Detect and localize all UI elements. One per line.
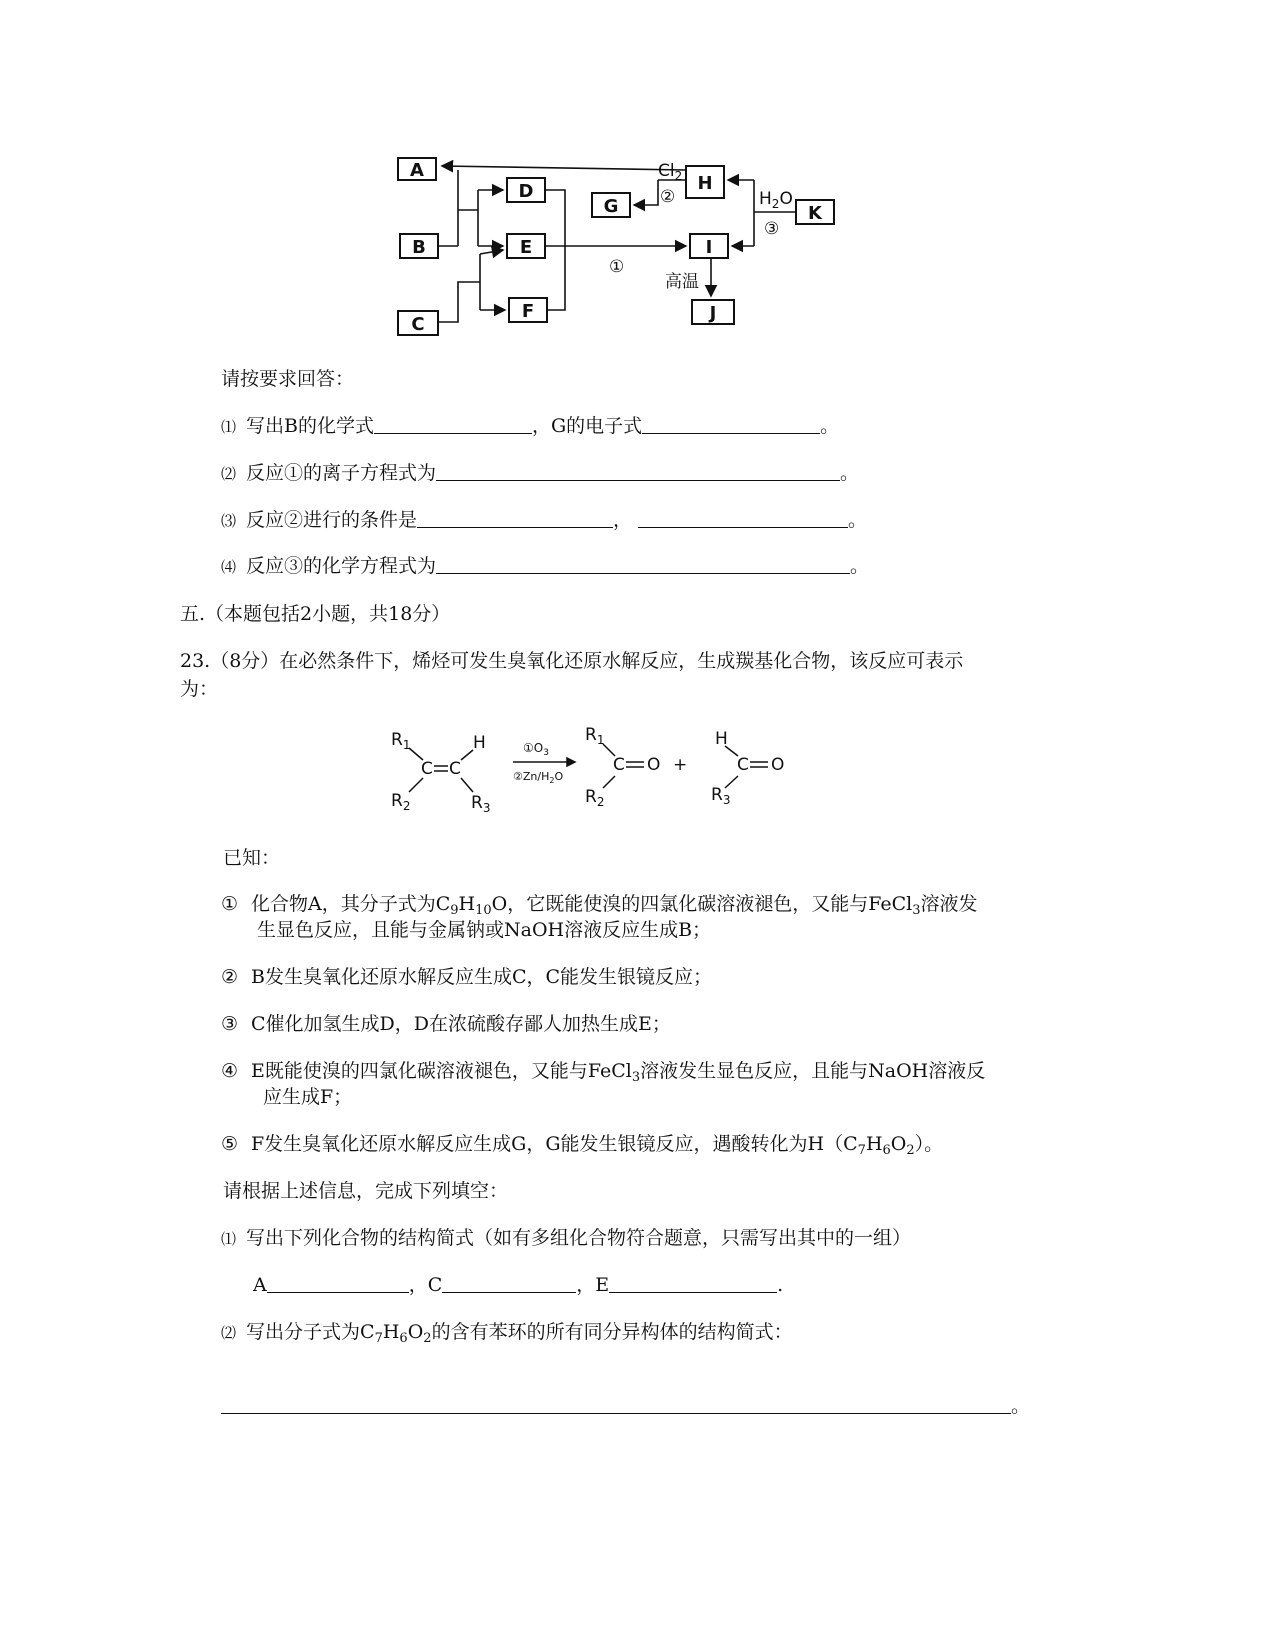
- sub-question-1-answers: A ，C ，E .: [253, 1274, 784, 1296]
- node-f: F: [521, 301, 535, 322]
- cl2-label: Cl: [658, 161, 675, 181]
- reaction-flow-diagram: [390, 150, 850, 340]
- svg-text:R2: $R_2$: [391, 791, 411, 813]
- q23-intro-line2: 为：: [180, 678, 219, 700]
- svg-text:C: C: [613, 755, 625, 775]
- fact-2: ② B发生臭氧化还原水解反应生成C，C能发生银镜反应；: [221, 966, 713, 988]
- svg-text:H: H: [473, 733, 486, 753]
- node-j: J: [709, 303, 717, 324]
- svg-text:C: C: [421, 759, 433, 779]
- answer-blank-b-formula[interactable]: [374, 413, 532, 434]
- cl2-sub: 2: [674, 169, 683, 183]
- fact-4: ④ E既能使溴的四氯化碳溶液褪色，又能与FeCl$_3$溶液发生显色反应，且能与NaOH溶液反: [221, 1060, 986, 1085]
- reaction-2-label: ②: [660, 187, 676, 207]
- node-b: B: [412, 237, 426, 258]
- svg-text:C: C: [737, 755, 749, 775]
- section-5-heading: 五.（本题包括2小题，共18分）: [180, 603, 451, 625]
- node-c: C: [411, 314, 425, 335]
- q22-item-4: ⑷ 反应③的化学方程式为 。: [221, 555, 870, 577]
- answer-blank-condition-2[interactable]: [638, 507, 848, 528]
- svg-text:R3: $R_3$: [711, 785, 731, 807]
- svg-text:R1: $R_1$: [585, 725, 605, 747]
- q22-item-3: ⑶ 反应②进行的条件是 ， 。: [221, 509, 868, 531]
- q23-intro-line1: 23.（8分）在必然条件下，烯烃可发生臭氧化还原水解反应，生成羰基化合物，该反应可表示: [180, 650, 964, 672]
- svg-text:H2O: [759, 189, 793, 211]
- node-d: D: [518, 181, 534, 202]
- node-e: E: [519, 237, 533, 258]
- answer-blank-g-electron[interactable]: [642, 413, 820, 434]
- fact-5: ⑤ F发生臭氧化还原水解反应生成G，G能发生银镜反应，遇酸转化为$H(C_7H_6O_2)$。: [221, 1133, 944, 1158]
- svg-text:H: H: [715, 729, 728, 749]
- q22-prompt: 请按要求回答：: [221, 368, 355, 390]
- fact-4-cont: 应生成F；: [263, 1086, 353, 1108]
- answer-blank-reaction-1[interactable]: [436, 460, 840, 481]
- svg-text:O: O: [647, 755, 661, 775]
- fact-1-cont: 生显色反应，且能与金属钠或NaOH溶液反应生成B；: [257, 919, 712, 941]
- svg-text:C: C: [449, 759, 461, 779]
- h2o-o: O: [779, 189, 793, 209]
- sub-question-2: ⑵ 写出分子式为$C_7H_6O_2$的含有苯环的所有同分异构体的结构简式：: [221, 1321, 793, 1346]
- answer-blank-c[interactable]: [442, 1272, 576, 1293]
- ozonolysis-reaction-scheme: [385, 718, 805, 822]
- svg-text:R3: $R_3$: [471, 793, 491, 815]
- answer-blank-reaction-3[interactable]: [436, 553, 850, 574]
- svg-text:Cl2: [658, 161, 682, 183]
- q22-item-2: ⑵ 反应①的离子方程式为 。: [221, 462, 860, 484]
- node-a: A: [410, 160, 424, 181]
- fact-3: ③ C催化加氢生成D，D在浓硫酸存鄙人加热生成E；: [221, 1013, 671, 1035]
- high-temp-label: 高温: [665, 272, 699, 292]
- svg-text:②Zn/H2O: ②Zn/$H_2O$: [513, 770, 564, 785]
- svg-text:R1: $R_1$: [391, 730, 411, 752]
- h2o-sub: 2: [771, 197, 780, 211]
- svg-text:R2: $R_2$: [585, 787, 605, 809]
- svg-text:O: O: [771, 755, 785, 775]
- h2o-label: H: [759, 189, 772, 209]
- fact-1: ① 化合物A，其分子式为$C_9H_{10}O$，它既能使溴的四氯化碳溶液褪色，又能与FeCl$_3$溶液发: [221, 893, 978, 918]
- q22-item-1: ⑴ 写出B的化学式 ，G的电子式 。: [221, 415, 840, 437]
- reaction-3-label: ③: [764, 219, 780, 239]
- svg-text:①O3: $①O_3$: [523, 741, 549, 758]
- known-heading: 已知：: [223, 847, 281, 869]
- answer-blank-a[interactable]: [267, 1272, 409, 1293]
- answer-blank-isomers[interactable]: [221, 1393, 1011, 1414]
- answer-blank-e[interactable]: [609, 1272, 777, 1293]
- node-i: I: [705, 237, 713, 258]
- plus-sign: +: [673, 755, 688, 775]
- node-g: G: [603, 196, 619, 217]
- node-h: H: [697, 173, 713, 194]
- final-answer-line: 。: [221, 1393, 1030, 1419]
- fill-prompt: 请根据上述信息，完成下列填空：: [223, 1180, 509, 1202]
- answer-blank-condition-1[interactable]: [417, 507, 613, 528]
- node-k: K: [808, 203, 822, 224]
- reaction-1-label: ①: [609, 257, 625, 277]
- sub-question-1: ⑴ 写出下列化合物的结构简式（如有多组化合物符合题意，只需写出其中的一组）: [221, 1227, 912, 1249]
